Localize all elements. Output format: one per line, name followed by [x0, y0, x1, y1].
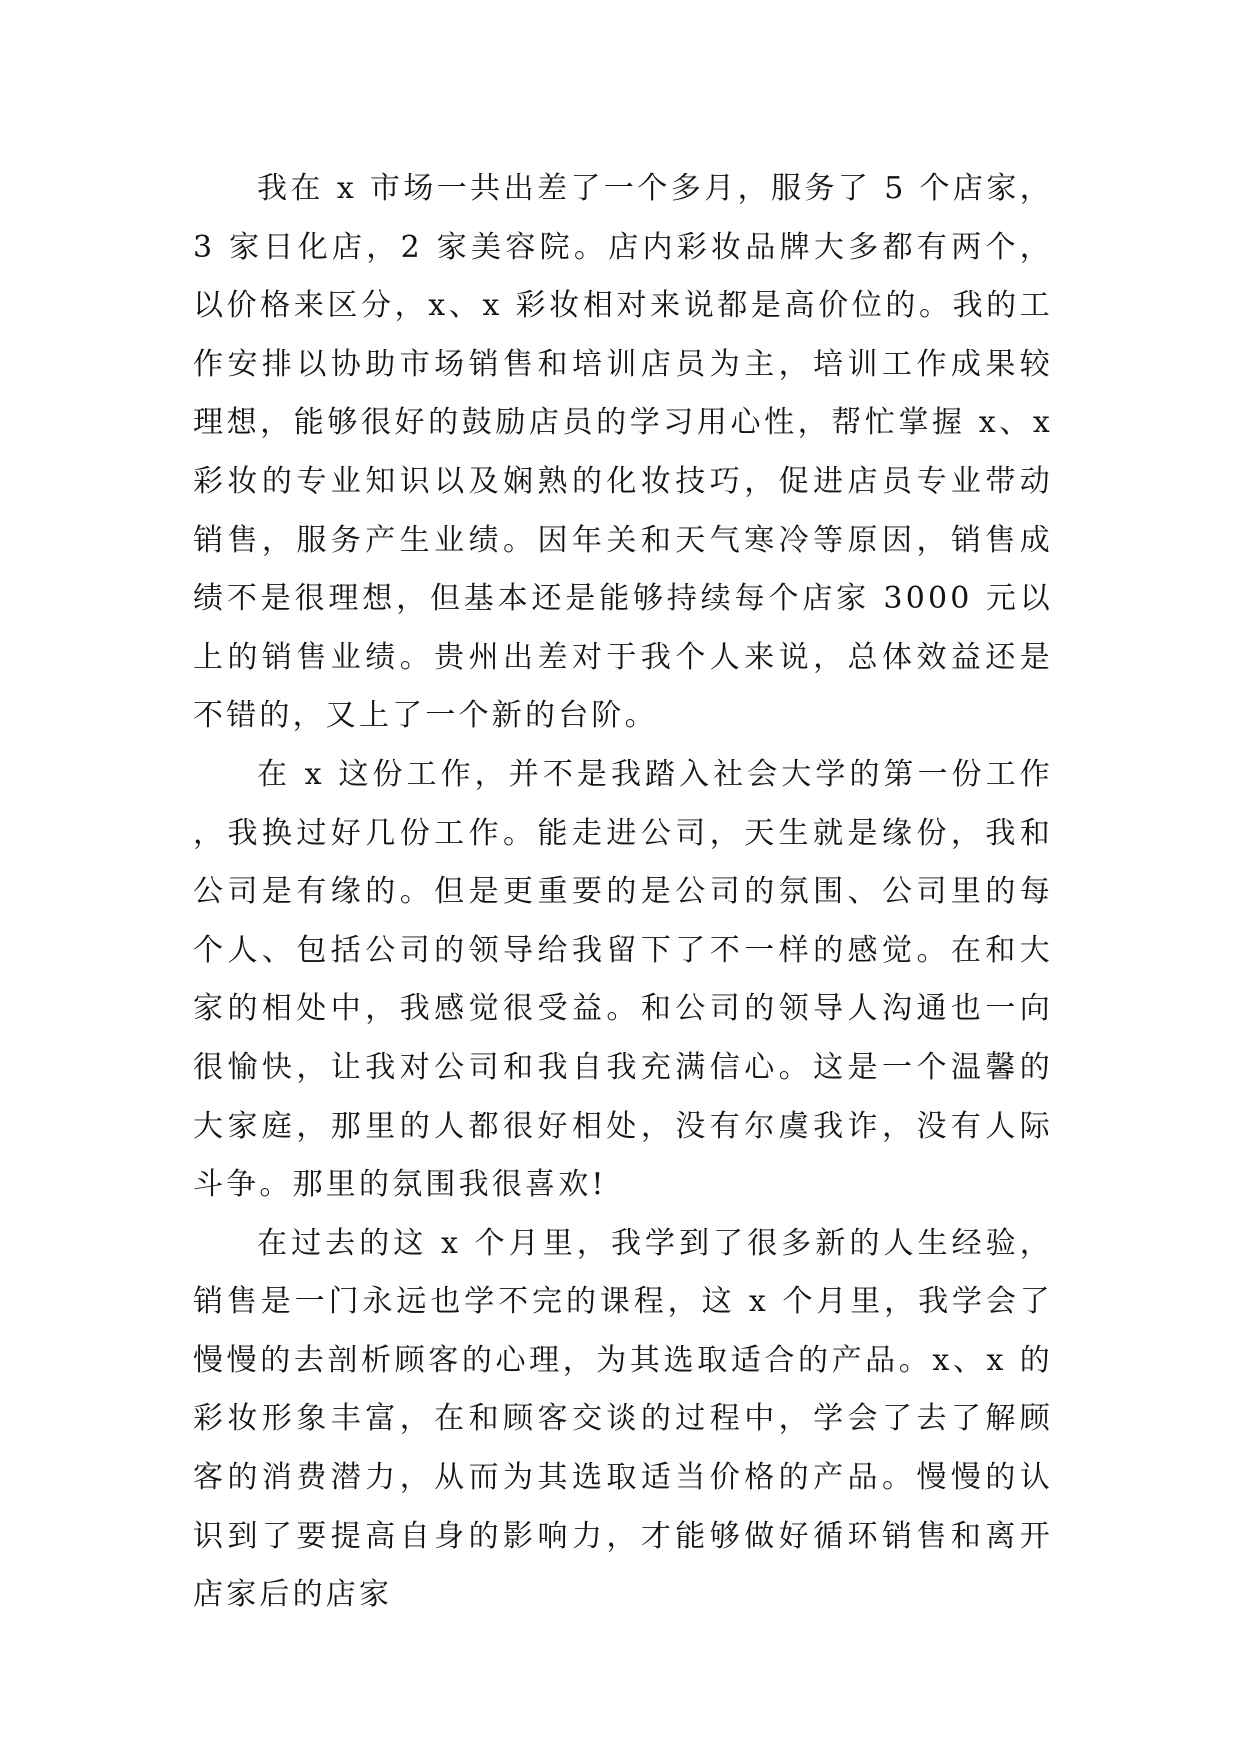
paragraph-3: 在过去的这 x 个月里，我学到了很多新的人生经验，销售是一门永远也学不完的课程，这 x 个月里，我学会了慢慢的去剖析顾客的心理，为其选取适合的产品。x、x 的彩妆形象丰富，在和顾客交谈的过程中，学会了去了解顾客的消费潜力，从而为其选取适当价格的产品。慢慢的认识到了要提高自身的影响力，才能够做好循环销售和离开店家后的店家	[193, 1225, 1053, 1613]
paragraph-1: 我在 x 市场一共出差了一个多月，服务了 5 个店家，3 家日化店，2 家美容院。店内彩妆品牌大多都有两个，以价格来区分，x、x 彩妆相对来说都是高价位的。我的工作安排以协助市场销售和培训店员为主，培训工作成果较理想，能够很好的鼓励店员的学习用心性，帮忙掌握 x、x 彩妆的专业知识以及娴熟的化妆技巧，促进店员专业带动销售，服务产生业绩。因年关和天气寒冷等原因，销售成绩不是很理想，但基本还是能够持续每个店家 3000 元以上的销售业绩。贵州出差对于我个人来说，总体效益还是不错的，又上了一个新的台阶。	[193, 171, 1053, 734]
document-body	[193, 160, 1053, 1625]
paragraph-2: 在 x 这份工作，并不是我踏入社会大学的第一份工作，我换过好几份工作。能走进公司，天生就是缘份，我和公司是有缘的。但是更重要的是公司的氛围、公司里的每个人、包括公司的领导给我留下了不一样的感觉。在和大家的相处中，我感觉很受益。和公司的领导人沟通也一向很愉快，让我对公司和我自我充满信心。这是一个温馨的大家庭，那里的人都很好相处，没有尔虞我诈，没有人际斗争。那里的氛围我很喜欢!	[193, 756, 1053, 1203]
